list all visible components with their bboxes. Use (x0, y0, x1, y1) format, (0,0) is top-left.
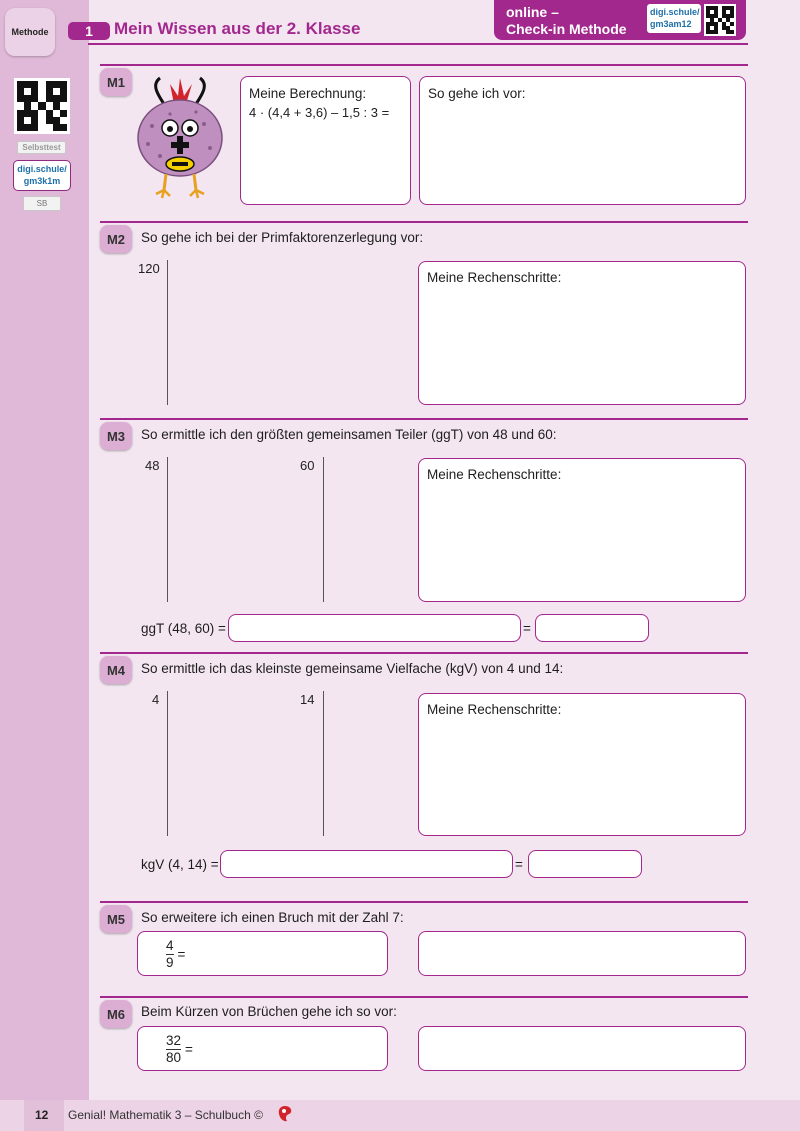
qr-code-header-icon[interactable] (704, 4, 736, 36)
ggt-equals-sign: = (523, 621, 531, 636)
equals-m6: = (185, 1041, 193, 1057)
factor-line-m2 (167, 260, 168, 405)
online-line-2: Check-in Methode (506, 21, 627, 37)
factor-line-4 (167, 691, 168, 836)
task-label-m2: M2 (100, 225, 132, 253)
kgv-result-label: kgV (4, 14) = (141, 857, 219, 872)
steps-title-m4: Meine Rechenschritte: (427, 702, 562, 717)
fraction-expression-m5 (166, 938, 185, 971)
approach-title: So gehe ich vor: (428, 86, 526, 101)
fraction-expression-m6 (166, 1033, 193, 1066)
digi-link-line1: digi.schule/ (17, 164, 67, 174)
task-prompt-m3: So ermittle ich den größten gemeinsamen Teiler (ggT) von 48 und 60: (141, 427, 557, 442)
steps-title-m3: Meine Rechenschritte: (427, 467, 562, 482)
digi-top-line2: gm3am12 (650, 19, 692, 29)
denominator-m6: 80 (166, 1050, 182, 1065)
ggt-final-input[interactable] (535, 614, 649, 642)
book-title: Genial! Mathematik 3 – Schulbuch © (68, 1108, 263, 1122)
task-label-m6: M6 (100, 1000, 132, 1028)
fraction-32-80 (166, 1033, 181, 1066)
numerator-m6: 32 (166, 1033, 182, 1048)
ggt-result-label: ggT (48, 60) = (141, 621, 226, 636)
factor-number-48: 48 (145, 458, 160, 473)
task-label-m5: M5 (100, 905, 132, 933)
equals-m5: = (177, 946, 186, 962)
monster-mascot-icon (130, 74, 230, 202)
factor-line-48 (167, 457, 168, 602)
steps-box-m4[interactable] (418, 693, 746, 836)
steps-title-m2: Meine Rechenschritte: (427, 270, 562, 285)
approach-box-m1[interactable] (419, 76, 746, 205)
digi-schule-link-header[interactable] (647, 4, 701, 33)
page-title: Mein Wissen aus der 2. Klasse (114, 19, 361, 38)
task-prompt-m6: Beim Kürzen von Brüchen gehe ich so vor: (141, 1004, 397, 1019)
task-label-m3: M3 (100, 422, 132, 450)
selbsttest-badge[interactable]: Selbsttest (17, 141, 66, 154)
numerator-m5: 4 (166, 938, 174, 953)
kgv-result-input[interactable] (220, 850, 513, 878)
fraction-box-m5[interactable] (137, 931, 388, 976)
calculation-title: Meine Berechnung: (249, 86, 367, 101)
task-divider-m1 (100, 64, 748, 66)
fraction-box-m6[interactable] (137, 1026, 388, 1071)
header-divider (88, 43, 748, 45)
chapter-number-badge: 1 (68, 22, 110, 40)
task-label-m1: M1 (100, 68, 132, 96)
task-divider-m3 (100, 418, 748, 420)
online-check-in-text (506, 4, 627, 38)
task-divider-m2 (100, 221, 748, 223)
denominator-m5: 9 (166, 955, 174, 970)
calculation-expression: 4 · (4,4 + 3,6) – 1,5 : 3 = (249, 105, 390, 120)
answer-box-m5[interactable] (418, 931, 746, 976)
kgv-equals-sign: = (515, 857, 523, 872)
factor-number-14: 14 (300, 692, 315, 707)
task-divider-m5 (100, 901, 748, 903)
digi-link-line2: gm3k1m (23, 176, 61, 186)
answer-box-m6[interactable] (418, 1026, 746, 1071)
factor-number-120: 120 (138, 261, 160, 276)
steps-box-m3[interactable] (418, 458, 746, 602)
factor-line-14 (323, 691, 324, 836)
qr-code-icon[interactable] (14, 78, 70, 134)
kgv-final-input[interactable] (528, 850, 642, 878)
steps-box-m2[interactable] (418, 261, 746, 405)
factor-number-4: 4 (152, 692, 160, 707)
task-divider-m6 (100, 996, 748, 998)
digi-schule-link[interactable] (13, 160, 71, 191)
task-prompt-m2: So gehe ich bei der Primfaktorenzerlegung vor: (141, 230, 424, 245)
calculation-box[interactable] (240, 76, 411, 205)
factor-line-60 (323, 457, 324, 602)
page-number: 12 (35, 1108, 49, 1122)
fraction-4-9 (166, 938, 174, 971)
factor-number-60: 60 (300, 458, 315, 473)
publisher-logo-icon (276, 1104, 294, 1124)
task-label-m4: M4 (100, 656, 132, 684)
online-line-1: online – (506, 4, 559, 20)
methode-tab[interactable]: Methode (5, 8, 55, 56)
ggt-result-input[interactable] (228, 614, 521, 642)
task-prompt-m4: So ermittle ich das kleinste gemeinsame Vielfache (kgV) von 4 und 14: (141, 661, 564, 676)
task-divider-m4 (100, 652, 748, 654)
sb-badge[interactable]: SB (23, 196, 61, 211)
digi-top-line1: digi.schule/ (650, 7, 700, 17)
task-prompt-m5: So erweitere ich einen Bruch mit der Zahl 7: (141, 910, 404, 925)
